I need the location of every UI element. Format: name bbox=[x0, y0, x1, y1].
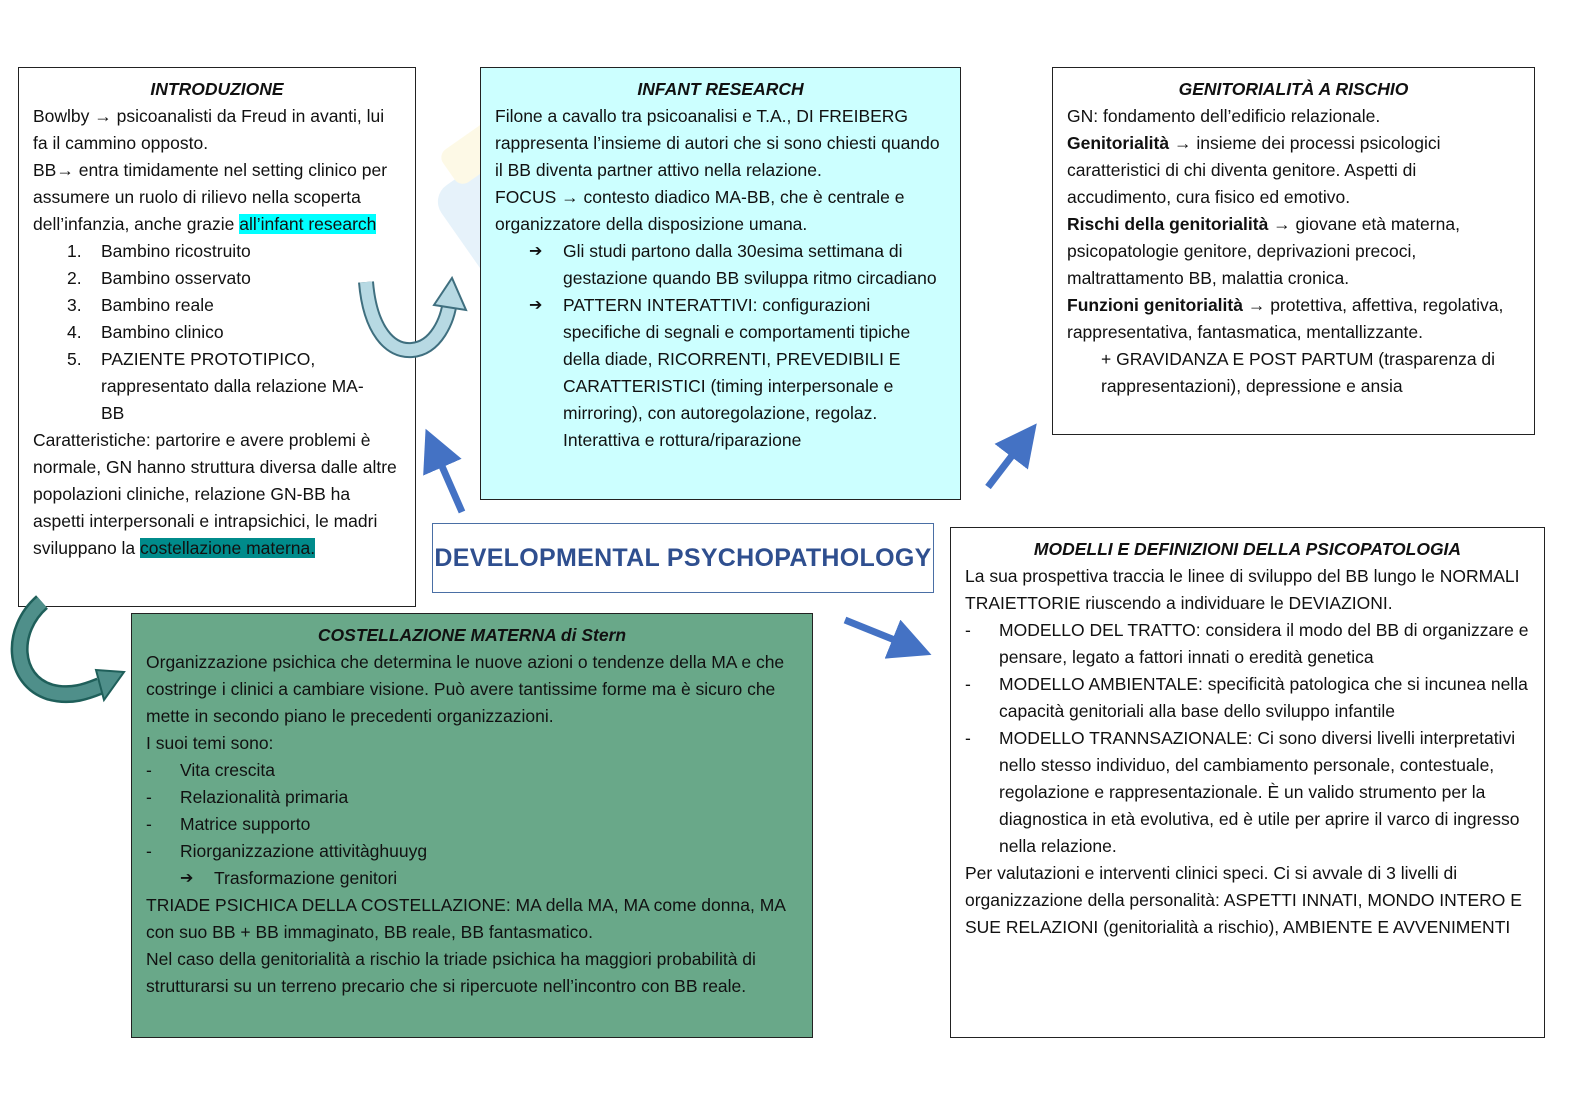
funzioni-term: Funzioni genitorialità bbox=[1067, 295, 1243, 315]
caratteristiche-text bbox=[33, 427, 401, 562]
funzioni-p4 bbox=[1067, 292, 1520, 346]
modelli-p1: La sua prospettiva traccia le linee di sviluppo del BB lungo le NORMALI TRAIETTORIE riuscendo a individuare le DEVIAZIONI. bbox=[965, 566, 1520, 613]
list-text: Trasformazione genitori bbox=[214, 868, 398, 888]
list-item bbox=[965, 617, 1530, 671]
arrow-bullet-icon: ➔ bbox=[529, 243, 543, 260]
rischi-definition: → giovane età materna, psicopatologie genitore, deprivazioni precoci, maltrattamento BB, malattia cronica. bbox=[1067, 214, 1460, 288]
dash-bullet: - bbox=[965, 620, 971, 640]
infant-research-title: INFANT RESEARCH bbox=[637, 79, 804, 99]
costellazione-p4: Nel caso della genitorialità a rischio la triade psichica ha maggiori probabilità di strutturarsi su un terreno precario che si ripercuote nell’incontro con BB reale. bbox=[146, 949, 756, 996]
costellazione-highlight: costellazione materna. bbox=[140, 538, 316, 558]
introduzione-line2 bbox=[33, 157, 401, 238]
list-number: 1. bbox=[67, 241, 82, 261]
genitorialita-title: GENITORIALITÀ A RISCHIO bbox=[1178, 79, 1409, 99]
introduzione-line2-text: BB→ entra timidamente nel setting clinico per assumere un ruolo di rilievo nella scoperta dell’infanzia, anche grazie bbox=[33, 160, 388, 234]
modelli-box bbox=[950, 527, 1545, 1038]
list-item bbox=[146, 811, 798, 838]
list-text: Bambino clinico bbox=[101, 322, 224, 342]
arrow-bullet-icon: ➔ bbox=[529, 297, 543, 314]
dash-bullet: - bbox=[146, 841, 152, 861]
list-text: Gli studi partono dalla 30esima settimana di gestazione quando BB sviluppa ritmo circadiano bbox=[563, 241, 937, 288]
arrow-to-modelli bbox=[845, 620, 912, 647]
costellazione-p1: Organizzazione psichica che determina le nuove azioni o tendenze della MA e che costringe i clinici a cambiare visione. Può avere tantissime forme ma è sicuro che mette in secondo piano le precedenti organizzazioni. bbox=[146, 652, 785, 726]
list-text: Vita crescita bbox=[180, 760, 275, 780]
list-item bbox=[33, 319, 401, 346]
bambino-list bbox=[33, 238, 401, 427]
list-item bbox=[33, 346, 401, 427]
list-text: Bambino osservato bbox=[101, 268, 251, 288]
central-title: DEVELOPMENTAL PSYCHOPATHOLOGY bbox=[432, 523, 934, 593]
list-item bbox=[495, 292, 946, 454]
infant-research-highlight: all’infant research bbox=[239, 214, 377, 234]
arrow-to-introduzione bbox=[434, 448, 462, 512]
curved-arrow-intro-to-costellazione bbox=[20, 602, 124, 700]
infant-p2: FOCUS → contesto diadico MA-BB, che è centrale e organizzatore della disposizione umana. bbox=[495, 187, 905, 234]
infant-p1: Filone a cavallo tra psicoanalisi e T.A., DI FREIBERG rappresenta l’insieme di autori che si sono chiesti quando il BB diventa partner attivo nella relazione. bbox=[495, 106, 940, 180]
genitorialita-box bbox=[1052, 67, 1535, 435]
list-text: Bambino ricostruito bbox=[101, 241, 251, 261]
list-item bbox=[33, 292, 401, 319]
trasformazione-item bbox=[146, 865, 798, 892]
list-text: PATTERN INTERATTIVI: configurazioni specifiche di segnali e comportamenti tipiche della diade, RICORRENTI, PREVEDIBILI E CARATTERISTICI (timing interpersonale e mirroring), con autoregolazione, regolaz. Interattiva e rottura/riparazione bbox=[563, 295, 911, 450]
list-text: Relazionalità primaria bbox=[180, 787, 349, 807]
modelli-title: MODELLI E DEFINIZIONI DELLA PSICOPATOLOGIA bbox=[1033, 539, 1462, 559]
dash-bullet: - bbox=[146, 787, 152, 807]
introduzione-box bbox=[18, 67, 416, 607]
list-item bbox=[146, 757, 798, 784]
arrow-bullet-icon: ➔ bbox=[180, 870, 194, 887]
list-text: MODELLO DEL TRATTO: considera il modo del BB di organizzare e pensare, legato a fattori innati o eredità genetica bbox=[999, 620, 1529, 667]
list-item bbox=[965, 725, 1530, 860]
introduzione-title: INTRODUZIONE bbox=[150, 79, 284, 99]
costellazione-box bbox=[131, 613, 813, 1038]
list-number: 2. bbox=[67, 268, 82, 288]
costellazione-title: COSTELLAZIONE MATERNA di Stern bbox=[317, 625, 627, 645]
list-text: PAZIENTE PROTOTIPICO, rappresentato dalla relazione MA-BB bbox=[101, 349, 364, 423]
list-text: MODELLO AMBIENTALE: specificità patologica che si incunea nella capacità genitoriali alla base dello sviluppo infantile bbox=[999, 674, 1528, 721]
list-text: MODELLO TRANNSAZIONALE: Ci sono diversi livelli interpretativi nello stesso individuo, del cambiamento personale, contestuale, regolazione e rappresentazionale. È un valido strumento per la diagnostica in età evolutiva, ed è utile per aprire il varco di ingresso nella relazione. bbox=[999, 728, 1520, 856]
introduzione-line1: Bowlby → psicoanalisti da Freud in avanti, lui fa il cammino opposto. bbox=[33, 106, 385, 153]
rischi-p3 bbox=[1067, 211, 1520, 292]
funzioni-definition: → protettiva, affettiva, regolativa, rappresentativa, fantasmatica, mentallizzante. bbox=[1067, 295, 1504, 342]
modelli-p2: Per valutazioni e interventi clinici speci. Ci si avvale di 3 livelli di organizzazione della personalità: ASPETTI INNATI, MONDO INTERO E SUE RELAZIONI (genitorialità a rischio), AMBIENTE E AVVENIMENTI bbox=[965, 863, 1522, 937]
list-item bbox=[146, 838, 798, 865]
dash-bullet: - bbox=[965, 728, 971, 748]
list-number: 4. bbox=[67, 322, 82, 342]
costellazione-p3: TRIADE PSICHICA DELLA COSTELLAZIONE: MA della MA, MA come donna, MA con suo BB + BB immaginato, BB reale, BB fantasmatico. bbox=[146, 895, 785, 942]
modelli-list bbox=[965, 617, 1530, 860]
caratteristiche-body: Caratteristiche: partorire e avere problemi è normale, GN hanno struttura diversa dalle altre popolazioni cliniche, relazione GN-BB ha aspetti interpersonali e intrapsichici, le madri sviluppano la bbox=[33, 430, 397, 558]
dash-bullet: - bbox=[965, 674, 971, 694]
list-text: Matrice supporto bbox=[180, 814, 311, 834]
temi-list bbox=[146, 757, 798, 865]
dash-bullet: - bbox=[146, 814, 152, 834]
list-item bbox=[33, 238, 401, 265]
infant-research-box bbox=[480, 67, 961, 500]
list-text: Bambino reale bbox=[101, 295, 214, 315]
list-item bbox=[495, 238, 946, 292]
genitorialita-term: Genitorialità bbox=[1067, 133, 1170, 153]
genitorialita-definition: → insieme dei processi psicologici caratteristici di chi diventa genitore. Aspetti di accudimento, cura fisico ed emotivo. bbox=[1067, 133, 1441, 207]
list-number: 3. bbox=[67, 295, 82, 315]
gravidanza-note: + GRAVIDANZA E POST PARTUM (trasparenza di rappresentazioni), depressione e ansia bbox=[1101, 349, 1496, 396]
list-text: Riorganizzazione attivitàghuuyg bbox=[180, 841, 428, 861]
list-item bbox=[965, 671, 1530, 725]
list-number: 5. bbox=[67, 349, 82, 369]
rischi-term: Rischi della genitorialità bbox=[1067, 214, 1269, 234]
arrow-to-genitorialita bbox=[988, 440, 1024, 487]
dash-bullet: - bbox=[146, 760, 152, 780]
infant-list bbox=[495, 238, 946, 454]
list-item bbox=[146, 784, 798, 811]
costellazione-p2: I suoi temi sono: bbox=[146, 733, 274, 753]
genitorialita-p1: GN: fondamento dell’edificio relazionale. bbox=[1067, 106, 1381, 126]
list-item bbox=[33, 265, 401, 292]
genitorialita-p2 bbox=[1067, 130, 1520, 211]
